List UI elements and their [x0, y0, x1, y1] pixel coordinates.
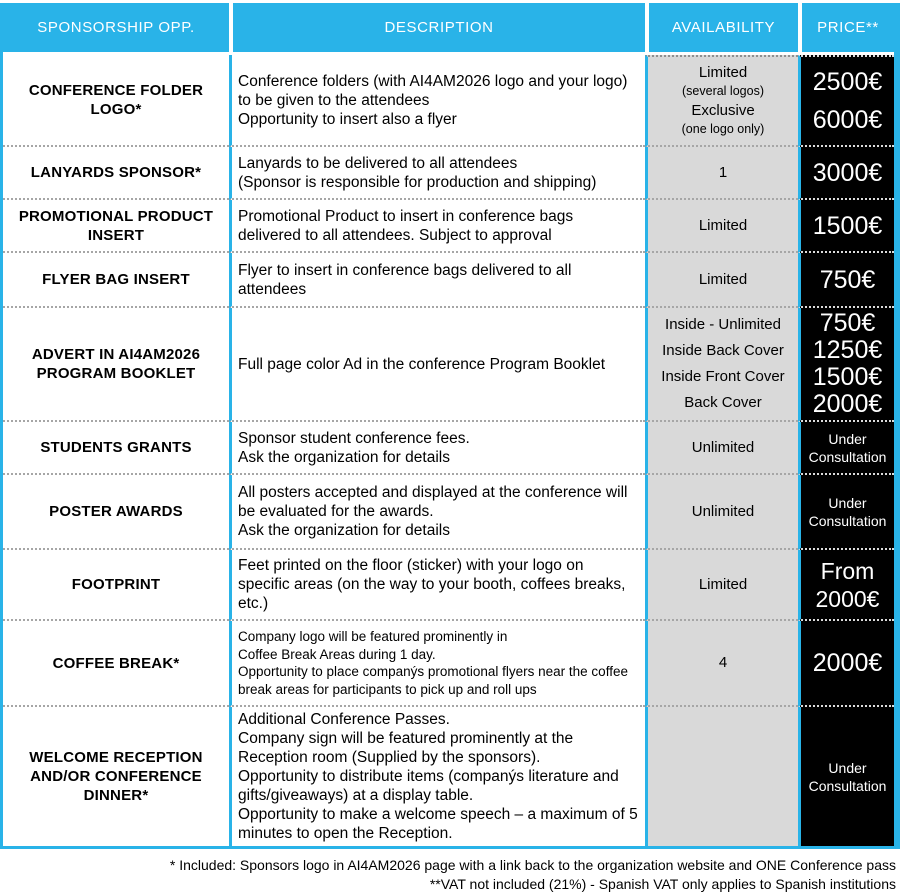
opp-label: ADVERT IN AI4AM2026 PROGRAM BOOKLET [31, 346, 201, 382]
description-cell [229, 621, 645, 707]
price-line: 1500€ [812, 363, 883, 391]
availability-line: Inside Front Cover [661, 368, 785, 385]
availability-cell [645, 422, 798, 475]
description-cell [229, 147, 645, 200]
availability-line: Limited [698, 216, 748, 234]
availability-line: Unlimited [691, 502, 755, 520]
description-line: Opportunity to insert also a flyer [238, 110, 457, 128]
availability-line: Limited [698, 575, 748, 593]
sponsorship-opportunities [3, 3, 894, 846]
header-row [3, 3, 894, 55]
opp-label: POSTER AWARDS [49, 503, 183, 520]
availability-line: Inside Back Cover [662, 342, 784, 359]
opp-label: COFFEE BREAK* [52, 654, 180, 672]
price-line: 2000€ [812, 390, 883, 418]
availability-line: Limited [698, 270, 748, 288]
description-line: Company logo will be featured prominently in [238, 629, 508, 644]
availability-line: Back Cover [684, 394, 762, 411]
column-header-sponsorship-opp: SPONSORSHIP OPP. [3, 3, 229, 55]
opp-label: PROMOTIONAL PRODUCT INSERT [18, 207, 214, 244]
footnote-included: * Included: Sponsors logo in AI4AM2026 page with a link back to the organization website and ONE Conference pass [169, 857, 896, 873]
description-line: Opportunity to distribute items (companýs literature and gifts/giveaways) at a display table. [238, 768, 619, 804]
availability-cell [645, 475, 798, 550]
opp-cell [3, 422, 229, 475]
description-line: Ask the organization for details [238, 448, 450, 466]
price-line: 750€ [819, 265, 876, 294]
opp-label: WELCOME RECEPTION AND/OR CONFERENCE DINNER* [29, 749, 203, 804]
price-cell [798, 475, 894, 550]
price-cell [798, 253, 894, 308]
description-line: Lanyards to be delivered to all attendees [238, 154, 518, 172]
table-body [3, 55, 894, 846]
table-row [3, 550, 894, 621]
table-row [3, 621, 894, 707]
description-line: All posters accepted and displayed at the conference will be evaluated for the awards. [238, 484, 628, 520]
description-cell [229, 308, 645, 422]
opp-label: CONFERENCE FOLDER LOGO* [28, 82, 204, 118]
description-cell [229, 707, 645, 846]
opp-cell [3, 200, 229, 253]
price-line: Under Consultation [808, 759, 887, 794]
opp-cell [3, 147, 229, 200]
availability-cell [645, 253, 798, 308]
description-line: Promotional Product to insert in conference bags delivered to all attendees. Subject to approval [238, 207, 574, 244]
description-line: Company sign will be featured prominently at the Reception room (Supplied by the sponsors). [238, 730, 574, 766]
column-header-availability: AVAILABILITY [645, 3, 798, 55]
opp-label: FLYER BAG INSERT [42, 271, 190, 288]
availability-cell [645, 308, 798, 422]
availability-line: 4 [718, 654, 728, 671]
price-line: 2000€ [812, 649, 883, 677]
description-line: Conference folders (with AI4AM2026 logo and your logo) to be given to the attendees [238, 72, 628, 109]
description-line: Full page color Ad in the conference Program Booklet [238, 355, 606, 373]
availability-line: Unlimited [691, 438, 755, 456]
opp-cell [3, 253, 229, 308]
table-row [3, 200, 894, 253]
opp-cell [3, 55, 229, 147]
opp-label: FOOTPRINT [71, 576, 161, 593]
availability-cell [645, 200, 798, 253]
footnotes [0, 849, 900, 894]
description-line: Feet printed on the floor (sticker) with your logo on specific areas (on the way to your booth, coffees breaks, etc.) [238, 557, 626, 612]
description-line: (Sponsor is responsible for production and shipping) [238, 173, 597, 191]
opp-label: STUDENTS GRANTS [40, 439, 192, 456]
description-line: Opportunity to make a welcome speech – a maximum of 5 minutes to open the Reception. [238, 806, 638, 842]
availability-cell [645, 147, 798, 200]
description-cell [229, 422, 645, 475]
availability-line: Exclusive [691, 102, 755, 119]
price-cell [798, 621, 894, 707]
price-line: 750€ [819, 309, 876, 337]
description-cell [229, 475, 645, 550]
availability-cell [645, 707, 798, 846]
table-row [3, 475, 894, 550]
availability-line: (one logo only) [681, 122, 765, 136]
price-cell [798, 550, 894, 621]
description-line: Sponsor student conference fees. [238, 429, 470, 447]
price-line: From 2000€ [815, 557, 880, 612]
availability-cell [645, 55, 798, 147]
price-cell [798, 55, 894, 147]
description-cell [229, 200, 645, 253]
price-line: 3000€ [812, 158, 883, 187]
opp-label: LANYARDS SPONSOR* [30, 164, 202, 181]
availability-line: (several logos) [682, 84, 764, 98]
price-line: Under Consultation [808, 494, 887, 529]
price-cell [798, 308, 894, 422]
table-header [3, 3, 894, 55]
opp-cell [3, 308, 229, 422]
table-row [3, 55, 894, 147]
availability-cell [645, 621, 798, 707]
opp-cell [3, 707, 229, 846]
footnote-vat: **VAT not included (21%) - Spanish VAT only applies to Spanish institutions [429, 876, 896, 892]
column-header-price: PRICE** [798, 3, 894, 55]
table-row [3, 253, 894, 308]
opp-cell [3, 550, 229, 621]
description-cell [229, 550, 645, 621]
availability-cell [645, 550, 798, 621]
price-line: 1500€ [812, 211, 883, 240]
price-cell [798, 422, 894, 475]
opp-cell [3, 621, 229, 707]
price-cell [798, 147, 894, 200]
column-header-description: DESCRIPTION [229, 3, 645, 55]
availability-line: Limited [698, 64, 748, 81]
description-cell [229, 55, 645, 147]
description-line: Coffee Break Areas during 1 day. [238, 646, 436, 662]
table-row [3, 308, 894, 422]
description-line: Opportunity to place companýs promotional flyers near the coffee break areas for participants to pick up and roll ups [238, 664, 628, 697]
description-line: Ask the organization for details [238, 522, 450, 539]
availability-line: Inside - Unlimited [665, 316, 781, 333]
table-row [3, 147, 894, 200]
price-cell [798, 707, 894, 846]
price-cell [798, 200, 894, 253]
price-line: 6000€ [812, 106, 883, 134]
availability-line: 1 [718, 163, 728, 181]
description-cell [229, 253, 645, 308]
opp-cell [3, 475, 229, 550]
table-row [3, 422, 894, 475]
price-line: Under Consultation [808, 430, 887, 465]
price-line: 2500€ [812, 68, 883, 96]
price-line: 1250€ [812, 336, 883, 364]
sponsorship-table [0, 3, 900, 849]
table-row [3, 707, 894, 846]
description-line: Flyer to insert in conference bags delivered to all attendees [238, 261, 572, 298]
description-line: Additional Conference Passes. [238, 711, 450, 728]
